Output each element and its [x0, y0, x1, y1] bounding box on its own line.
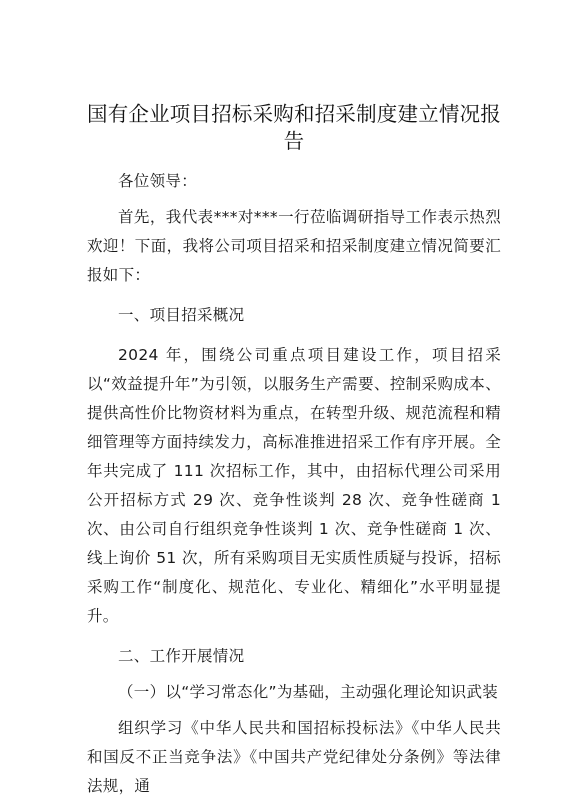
- study-paragraph: 组织学习《中华人民共和国招标投标法》《中华人民共和国反不正当竞争法》《中国共产党纪律处分条例》等法律法规，通: [87, 719, 501, 795]
- subsection-heading-study: （一）以“学习常态化”为基础，主动强化理论知识武装: [118, 683, 499, 701]
- intro-paragraph: 首先，我代表***对***一行莅临调研指导工作表示热烈欢迎！下面，我将公司项目招采和招采制度建立情况简要汇报如下：: [87, 208, 501, 284]
- section-heading-work: 二、工作开展情况: [118, 647, 245, 665]
- salutation: 各位领导：: [118, 172, 198, 190]
- overview-paragraph: 2024 年，围绕公司重点项目建设工作，项目招采以“效益提升年”为引领，以服务生产需要、控制采购成本、提供高性价比物资材料为重点，在转型升级、规范流程和精细管理等方面持续发力，高标准推进招采工作有序开展。全年共完成了 111 次招标工作，其中，由招标代理公司采用公开招标方式 29 次、竞争性谈判 28 次、竞争性磋商 1 次、由公司自行组织竞争性谈判 1 次、竞争性磋商 1 次、线上询价 51 次，所有采购项目无实质性质疑与投诉，招标采购工作“制度化、规范化、专业化、精细化”水平明显提升。: [87, 346, 501, 625]
- document-body: [87, 167, 501, 801]
- document-title: 国有企业项目招标采购和招采制度建立情况报告: [87, 102, 501, 153]
- section-heading-overview: 一、项目招采概况: [118, 306, 245, 324]
